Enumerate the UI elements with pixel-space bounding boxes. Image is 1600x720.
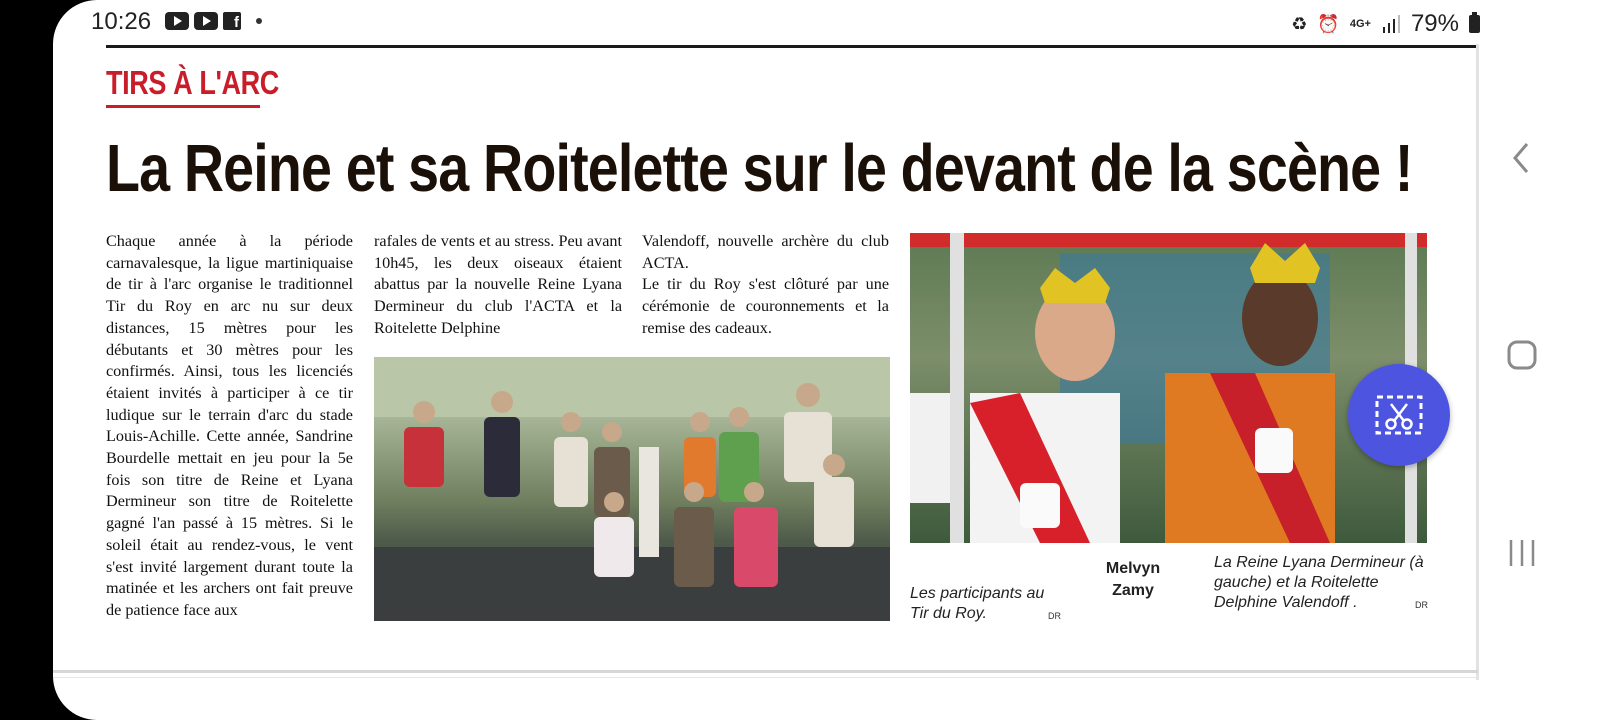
page-edge bbox=[1476, 44, 1479, 680]
4g-icon: 4G+ bbox=[1349, 18, 1371, 30]
photo-credit: DR bbox=[1415, 600, 1428, 610]
recents-icon[interactable] bbox=[1508, 538, 1536, 568]
top-rule bbox=[106, 45, 1479, 48]
column-text: Valendoff, nouvelle archère du club ACTA. bbox=[642, 232, 889, 272]
status-bar bbox=[53, 0, 1600, 44]
phone-screen bbox=[53, 0, 1600, 720]
author-name: Melvyn Zamy bbox=[1105, 560, 1161, 599]
photo-credit: DR bbox=[1048, 611, 1061, 621]
back-chevron-icon[interactable] bbox=[1509, 140, 1533, 176]
column-text: Chaque année à la période carnavalesque, la ligue martiniquaise de tir à l'arc organise le traditionnel Tir du Roy en arc nu sur deux distances, 15 mètres pour les débutants et 30 mètres pour les confirmés. Ainsi, tous les licenciés étaient invités à participer à ce tir ludique sur le terrain d'arc du stade Louis-Achille. Cette année, Sandrine Bourdelle mettait en jeu pour la 5e fois son titre de Reine et Lyana Dermineur son titre de Roitelette gagné l'an passé à 15 mètres. Si le soleil était au rendez-vous, le vent s'est invité largement durant toute la matinée et les archers ont fait preuve de patience face aux bbox=[106, 232, 353, 619]
caption-queen-photo: La Reine Lyana Dermineur (à gauche) et la Roitelette Delphine Valendoff . bbox=[1214, 554, 1424, 611]
system-icons bbox=[1291, 10, 1480, 38]
article-column-2 bbox=[374, 231, 622, 340]
column-text: Le tir du Roy s'est clôturé par une cérémonie de couronnements et la remise des cadeaux. bbox=[642, 275, 889, 337]
signal-icon bbox=[1381, 15, 1401, 33]
headline: La Reine et sa Roitelette sur le devant de la scène ! bbox=[106, 131, 1413, 206]
facebook-icon: f bbox=[223, 12, 241, 30]
queen-and-roitelette-photo bbox=[910, 233, 1427, 543]
alarm-icon: ⏰ bbox=[1317, 13, 1340, 34]
group-photo bbox=[374, 357, 890, 621]
notification-icons bbox=[165, 12, 262, 30]
recycle-icon: ♻ bbox=[1291, 13, 1308, 34]
screen-capture-button[interactable] bbox=[1348, 364, 1450, 466]
page-bottom-rule bbox=[53, 670, 1478, 673]
screen-capture-scissors-icon bbox=[1374, 390, 1424, 440]
home-square-icon[interactable] bbox=[1507, 340, 1537, 370]
status-time: 10:26 bbox=[91, 8, 152, 35]
column-text: rafales de vents et au stress. Peu avant 10h45, les deux oiseaux étaient abattus par la nouvelle Reine Lyana Dermineur du club l'ACTA et la Roitelette Delphine bbox=[374, 232, 622, 337]
youtube-icon bbox=[165, 12, 189, 30]
section-title: TIRS À L'ARC bbox=[106, 64, 279, 101]
page-bottom-rule bbox=[53, 677, 1478, 678]
battery-icon bbox=[1469, 15, 1480, 33]
youtube-icon bbox=[194, 12, 218, 30]
battery-percent: 79% bbox=[1410, 10, 1459, 37]
article-column-3 bbox=[642, 231, 889, 340]
article-column-1 bbox=[106, 231, 353, 622]
caption-group-photo: Les participants au Tir du Roy. bbox=[910, 585, 1045, 622]
dot-icon bbox=[256, 18, 262, 24]
section-underline bbox=[106, 105, 260, 108]
